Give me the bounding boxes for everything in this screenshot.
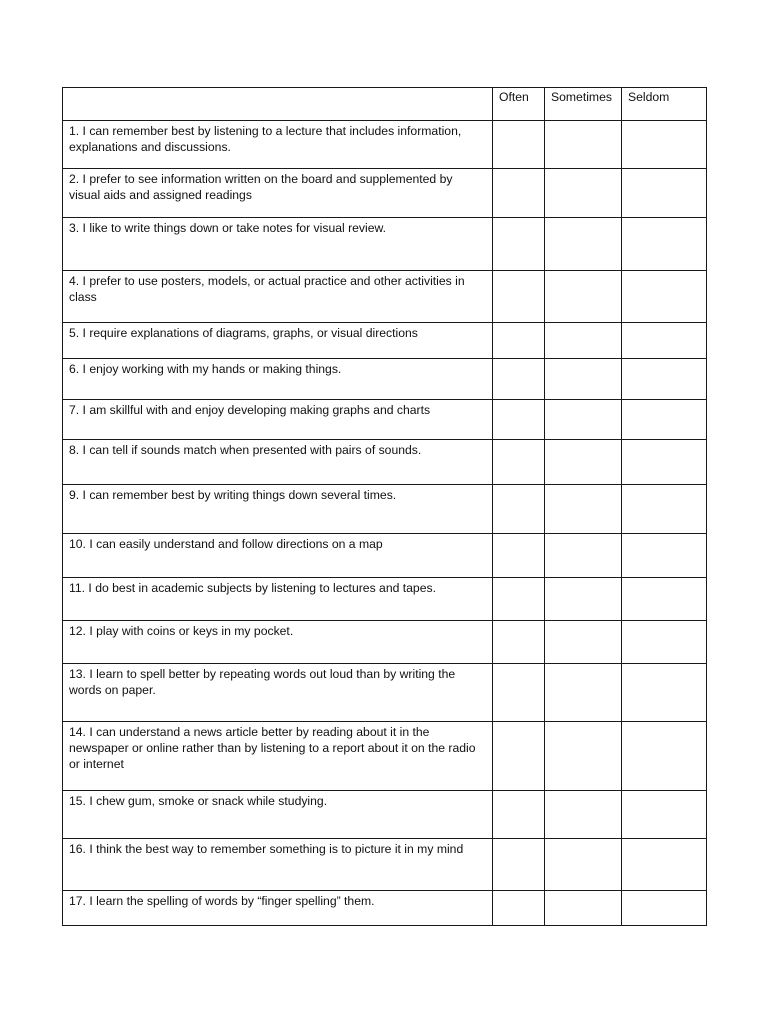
answer-cell-seldom[interactable] [622, 578, 707, 621]
table-row [63, 218, 707, 271]
answer-cell-often[interactable] [493, 891, 545, 926]
answer-cell-sometimes[interactable] [545, 578, 622, 621]
answer-cell-often[interactable] [493, 578, 545, 621]
statement-cell [63, 534, 493, 578]
statement-text: 12. I play with coins or keys in my pocket. [69, 624, 294, 638]
statement-cell [63, 400, 493, 440]
answer-cell-seldom[interactable] [622, 218, 707, 271]
answer-cell-seldom[interactable] [622, 400, 707, 440]
answer-cell-often[interactable] [493, 218, 545, 271]
answer-cell-sometimes[interactable] [545, 891, 622, 926]
statement-cell [63, 485, 493, 534]
answer-cell-often[interactable] [493, 400, 545, 440]
answer-cell-seldom[interactable] [622, 121, 707, 169]
statement-cell [63, 323, 493, 359]
statement-cell [63, 722, 493, 791]
table-row [63, 578, 707, 621]
table-row [63, 485, 707, 534]
statement-cell [63, 578, 493, 621]
statement-text: 6. I enjoy working with my hands or making things. [69, 362, 342, 376]
table-row [63, 664, 707, 722]
answer-cell-often[interactable] [493, 359, 545, 400]
answer-cell-often[interactable] [493, 169, 545, 218]
answer-cell-seldom[interactable] [622, 485, 707, 534]
column-header-sometimes: Sometimes [545, 88, 622, 121]
statement-text: 4. I prefer to use posters, models, or actual practice and other activities in class [69, 274, 465, 304]
table-row [63, 271, 707, 323]
statement-cell [63, 271, 493, 323]
table-row [63, 169, 707, 218]
answer-cell-often[interactable] [493, 621, 545, 664]
answer-cell-sometimes[interactable] [545, 218, 622, 271]
answer-cell-often[interactable] [493, 791, 545, 839]
statement-text: 13. I learn to spell better by repeating words out loud than by writing the words on paper. [69, 667, 456, 697]
answer-cell-sometimes[interactable] [545, 722, 622, 791]
answer-cell-sometimes[interactable] [545, 664, 622, 722]
answer-cell-seldom[interactable] [622, 621, 707, 664]
answer-cell-sometimes[interactable] [545, 791, 622, 839]
answer-cell-seldom[interactable] [622, 891, 707, 926]
statement-text: 9. I can remember best by writing things down several times. [69, 488, 397, 502]
answer-cell-sometimes[interactable] [545, 400, 622, 440]
answer-cell-often[interactable] [493, 440, 545, 485]
statement-text: 5. I require explanations of diagrams, graphs, or visual directions [69, 326, 418, 340]
statement-cell [63, 440, 493, 485]
learning-style-survey-table [62, 87, 707, 926]
statement-cell [63, 121, 493, 169]
table-row [63, 534, 707, 578]
answer-cell-often[interactable] [493, 534, 545, 578]
answer-cell-sometimes[interactable] [545, 169, 622, 218]
statement-text: 14. I can understand a news article better by reading about it in the newspaper or online rather than by listening to a report about it on the radio or internet [69, 725, 476, 771]
answer-cell-seldom[interactable] [622, 359, 707, 400]
statement-cell [63, 664, 493, 722]
answer-cell-seldom[interactable] [622, 323, 707, 359]
answer-cell-often[interactable] [493, 722, 545, 791]
answer-cell-seldom[interactable] [622, 440, 707, 485]
statement-cell [63, 218, 493, 271]
table-row [63, 839, 707, 891]
statement-cell [63, 791, 493, 839]
table-row [63, 791, 707, 839]
statement-cell [63, 839, 493, 891]
answer-cell-sometimes[interactable] [545, 121, 622, 169]
answer-cell-sometimes[interactable] [545, 485, 622, 534]
statement-cell [63, 169, 493, 218]
statement-text: 17. I learn the spelling of words by “finger spelling” them. [69, 894, 375, 908]
statement-text: 11. I do best in academic subjects by listening to lectures and tapes. [69, 581, 436, 595]
answer-cell-often[interactable] [493, 271, 545, 323]
statement-text: 8. I can tell if sounds match when presented with pairs of sounds. [69, 443, 422, 457]
column-header-seldom: Seldom [622, 88, 707, 121]
answer-cell-seldom[interactable] [622, 271, 707, 323]
answer-cell-seldom[interactable] [622, 169, 707, 218]
statement-text: 15. I chew gum, smoke or snack while studying. [69, 794, 328, 808]
table-row [63, 722, 707, 791]
table-row [63, 121, 707, 169]
statement-text: 3. I like to write things down or take notes for visual review. [69, 221, 387, 235]
answer-cell-sometimes[interactable] [545, 839, 622, 891]
table-row [63, 621, 707, 664]
answer-cell-sometimes[interactable] [545, 323, 622, 359]
statement-cell [63, 621, 493, 664]
answer-cell-often[interactable] [493, 323, 545, 359]
answer-cell-sometimes[interactable] [545, 534, 622, 578]
statement-text: 7. I am skillful with and enjoy developing making graphs and charts [69, 403, 431, 417]
answer-cell-sometimes[interactable] [545, 621, 622, 664]
statement-cell [63, 891, 493, 926]
statement-text: 16. I think the best way to remember something is to picture it in my mind [69, 842, 464, 856]
answer-cell-sometimes[interactable] [545, 359, 622, 400]
answer-cell-often[interactable] [493, 839, 545, 891]
table-row [63, 359, 707, 400]
statement-cell [63, 359, 493, 400]
answer-cell-often[interactable] [493, 485, 545, 534]
table-row [63, 400, 707, 440]
answer-cell-seldom[interactable] [622, 722, 707, 791]
statement-text: 10. I can easily understand and follow directions on a map [69, 537, 383, 551]
answer-cell-seldom[interactable] [622, 534, 707, 578]
answer-cell-sometimes[interactable] [545, 440, 622, 485]
statement-text: 1. I can remember best by listening to a lecture that includes information, explanations and discussions. [69, 124, 462, 154]
answer-cell-seldom[interactable] [622, 839, 707, 891]
answer-cell-often[interactable] [493, 121, 545, 169]
table-row [63, 440, 707, 485]
column-header-often: Often [493, 88, 545, 121]
answer-cell-often[interactable] [493, 664, 545, 722]
answer-cell-sometimes[interactable] [545, 271, 622, 323]
answer-cell-seldom[interactable] [622, 791, 707, 839]
header-row [63, 88, 707, 121]
table-row [63, 323, 707, 359]
statement-text: 2. I prefer to see information written on the board and supplemented by visual aids and assigned readings [69, 172, 453, 202]
answer-cell-seldom[interactable] [622, 664, 707, 722]
header-blank-cell [63, 88, 493, 121]
table-row [63, 891, 707, 926]
